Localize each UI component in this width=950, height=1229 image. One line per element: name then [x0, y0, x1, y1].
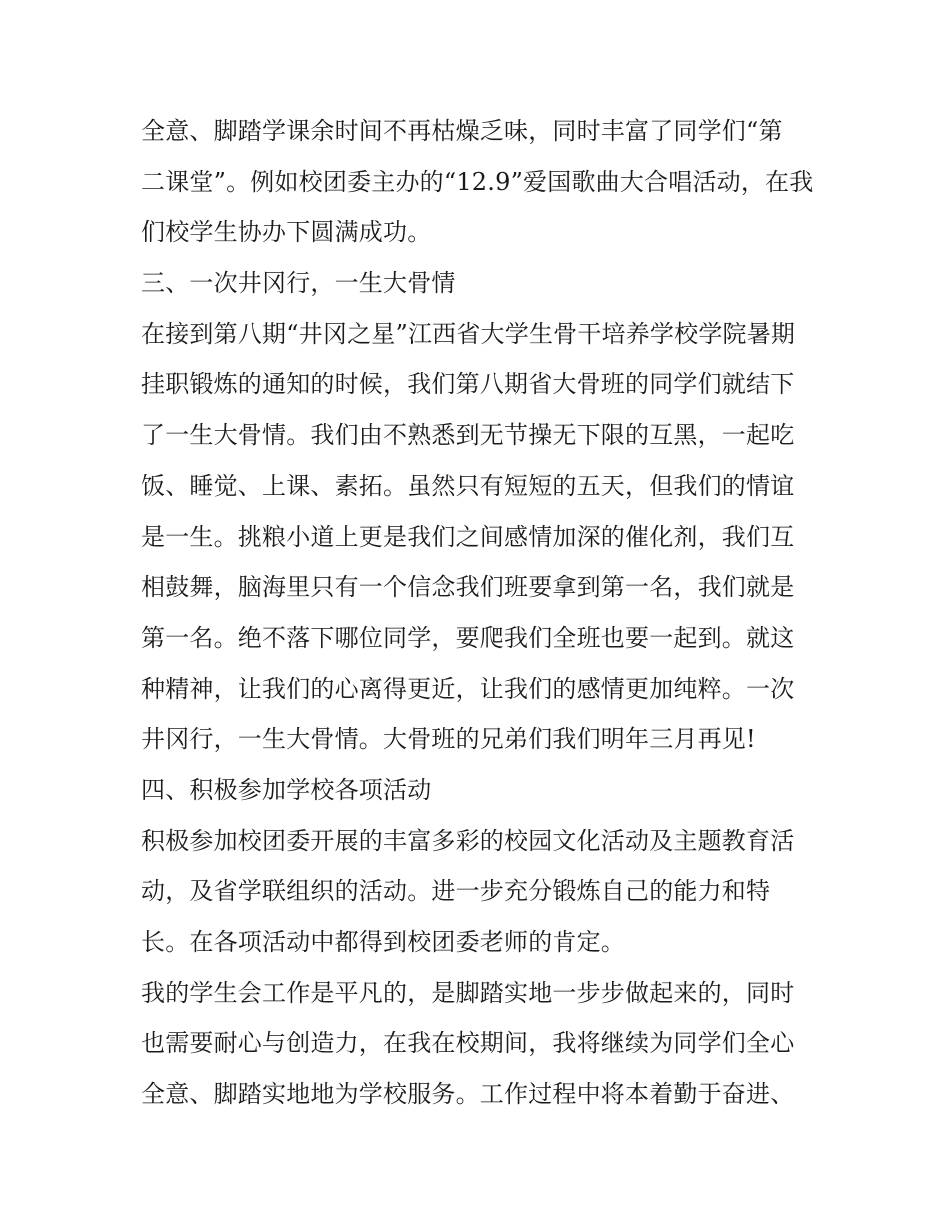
- text-line: 我的学生会工作是平凡的，是脚踏实地一步步做起来的，同时: [141, 978, 795, 1007]
- text-line: 了一生大骨情。我们由不熟悉到无节操无下限的互黑，一起吃: [141, 421, 795, 450]
- text-line: 全意、脚踏实地地为学校服务。工作过程中将本着勤于奋进、: [141, 1080, 795, 1109]
- text-line: 种精神，让我们的心离得更近，让我们的感情更加纯粹。一次: [141, 674, 795, 703]
- text-line: 全意、脚踏学课余时间不再枯燥乏味，同时丰富了同学们“第: [141, 117, 783, 145]
- text-line: 们校学生协办下圆满成功。: [141, 218, 432, 247]
- text-line: 动，及省学联组织的活动。进一步充分锻炼自己的能力和特: [141, 877, 771, 906]
- section-heading: 四、积极参加学校各项活动: [141, 775, 432, 804]
- text-line: 是一生。挑粮小道上更是我们之间感情加深的催化剂，我们互: [141, 522, 795, 551]
- document-body: [141, 106, 821, 1120]
- text-line: 相鼓舞，脑海里只有一个信念我们班要拿到第一名，我们就是: [141, 573, 795, 602]
- text-line: 饭、睡觉、上课、素拓。虽然只有短短的五天，但我们的情谊: [141, 471, 795, 500]
- text-line: 长。在各项活动中都得到校团委老师的肯定。: [141, 928, 625, 956]
- text-line: 积极参加校团委开展的丰富多彩的校园文化活动及主题教育活: [141, 826, 795, 855]
- section-heading: 三、一次井冈行，一生大骨情: [141, 269, 456, 298]
- text-line: 二课堂”。例如校团委主办的“12.9”爱国歌曲大合唱活动，在我: [141, 167, 814, 196]
- text-line: 在接到第八期“井冈之星”江西省大学生骨干培养学校学院暑期: [141, 319, 796, 348]
- text-line: 也需要耐心与创造力，在我在校期间，我将继续为同学们全心: [141, 1029, 795, 1058]
- text-line: 挂职锻炼的通知的时候，我们第八期省大骨班的同学们就结下: [141, 370, 795, 399]
- text-line: 第一名。绝不落下哪位同学，要爬我们全班也要一起到。就这: [141, 623, 795, 652]
- text-line: 井冈行，一生大骨情。大骨班的兄弟们我们明年三月再见!: [141, 725, 756, 754]
